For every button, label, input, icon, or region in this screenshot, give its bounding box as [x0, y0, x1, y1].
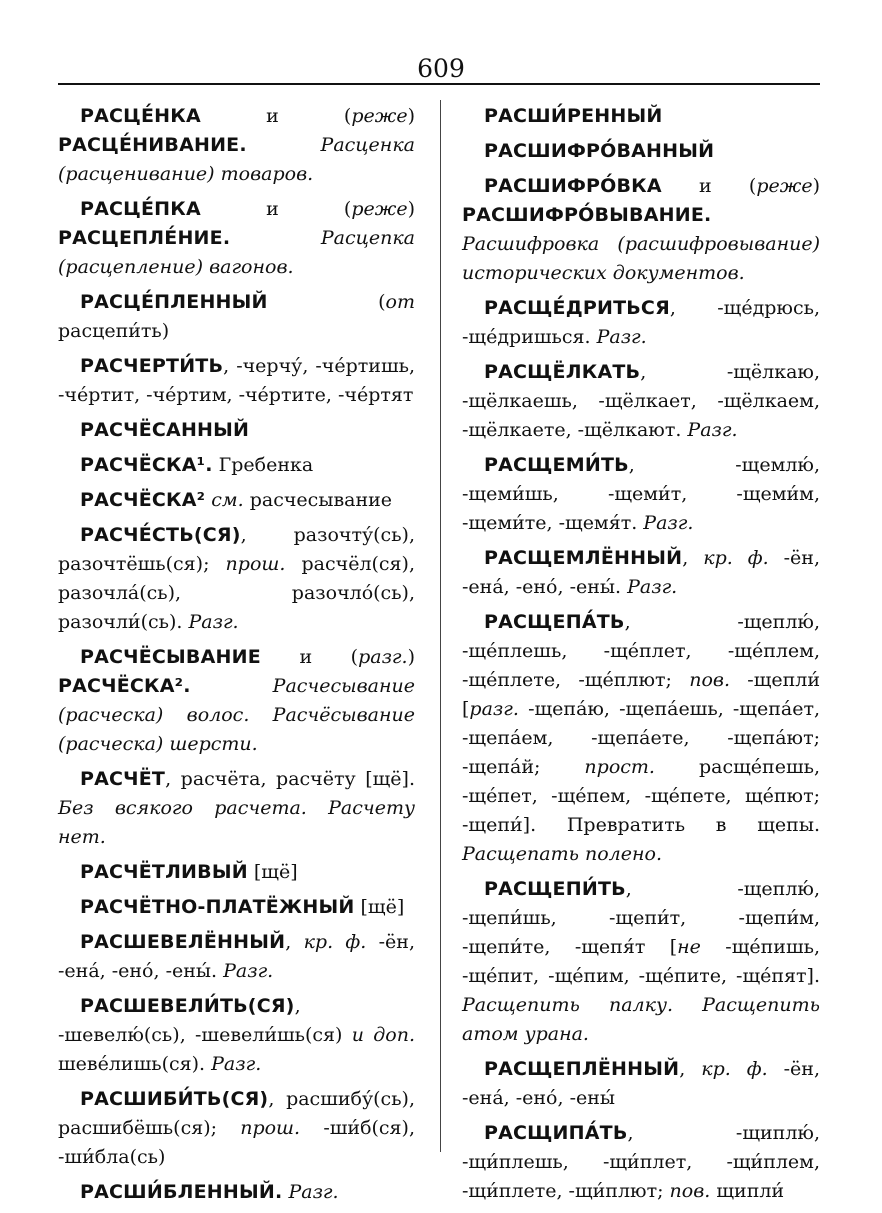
- entry-text: , -черчу́, -че́ртишь, -че́ртит, -че́ртим, -че́ртите, -че́ртят: [58, 355, 415, 406]
- headword: РАСЩЕПЛЁННЫЙ: [484, 1058, 680, 1080]
- dictionary-entry: [58, 765, 415, 852]
- entry-text: ): [407, 105, 415, 127]
- headword: РАСЩЁЛКАТЬ: [484, 361, 641, 383]
- entry-text: [щё]: [247, 861, 298, 883]
- dictionary-entry: [462, 358, 820, 445]
- headword: РАСЧЁТНО-ПЛАТЁЖНЫЙ: [80, 896, 355, 918]
- headword: РАСШИФРО́ВЫВАНИЕ.: [462, 204, 712, 226]
- headword: РАСЩИПА́ТЬ: [484, 1122, 628, 1144]
- headword: РАСЩЕМЛЁННЫЙ: [484, 547, 683, 569]
- italic-text: Расщепать полено.: [462, 843, 662, 865]
- headword: РАСШИ́РЕННЫЙ: [484, 105, 663, 127]
- dictionary-entry: [462, 608, 820, 869]
- headword: РАСЧЁТ: [80, 768, 166, 790]
- dictionary-entry: [58, 1085, 415, 1172]
- entry-text: , -щемлю́, -щеми́шь, -щеми́т, -щеми́м, -щеми́те, -щемя́т.: [462, 454, 820, 534]
- entry-text: , -шевелю́(сь), -шевели́шь(ся): [58, 995, 352, 1046]
- entry-text: расще́пешь, -ще́пет, -ще́пем, -ще́пете, ще́пют; -щепи́]. Превратить в щепы.: [462, 756, 820, 836]
- entry-text: [247, 134, 321, 156]
- entry-text: расцепи́ть): [58, 320, 170, 342]
- entry-text: , -ще́дрюсь, -ще́дришься.: [462, 297, 820, 348]
- dictionary-entry: [462, 875, 820, 1049]
- italic-text: Разг.: [211, 1053, 262, 1075]
- entry-text: , -щёлкаю, -щёлкаешь, -щёлкает, -щёлкаем, -щёлкаете, -щёлкают.: [462, 361, 820, 441]
- headword: РАСЦЕ́ПЛЕННЫЙ: [80, 291, 268, 313]
- entry-text: , расчёта, расчёту [щё].: [165, 768, 415, 790]
- dictionary-entry: [58, 195, 415, 282]
- headword: РАСЧЁСЫВАНИЕ: [80, 646, 261, 668]
- italic-text: реже: [351, 105, 408, 127]
- dictionary-entry: [58, 288, 415, 346]
- headword: РАСШИФРО́ВАННЫЙ: [484, 140, 715, 162]
- entry-text: щипли́: [710, 1180, 785, 1202]
- italic-text: см.: [211, 489, 244, 511]
- italic-text: пов.: [669, 1180, 711, 1202]
- headword: РАСЧЕ́СТЬ(СЯ): [80, 524, 241, 546]
- italic-text: Разг.: [643, 512, 694, 534]
- entry-text: [щё]: [354, 896, 405, 918]
- italic-text: кр. ф.: [303, 931, 367, 953]
- entry-text: ,: [682, 547, 704, 569]
- italic-text: Расцепка (расцепление) вагонов.: [58, 227, 415, 278]
- dictionary-entry: [58, 992, 415, 1079]
- entry-text: -ще́пишь, -ще́пит, -ще́пим, -ще́пите, -ще́пят].: [462, 936, 820, 987]
- headword: РАСЦЕ́ПКА: [80, 198, 201, 220]
- italic-text: Без всякого расчета. Расчету нет.: [58, 797, 415, 848]
- headword: РАСЧЁСКА².: [58, 675, 191, 697]
- headword: РАСЩЕ́ДРИТЬСЯ: [484, 297, 670, 319]
- italic-text: от: [385, 291, 415, 313]
- entry-text: (: [267, 291, 386, 313]
- header-rule: [58, 83, 820, 85]
- italic-text: Расценка (расценивание) товаров.: [58, 134, 415, 185]
- headword: РАСЧЁСАННЫЙ: [80, 419, 250, 441]
- entry-text: и (: [200, 105, 352, 127]
- headword: РАСЧЁСКА¹.: [80, 454, 213, 476]
- italic-text: Разг.: [627, 576, 678, 598]
- italic-text: Расшифровка (расшифровывание) исторических документов.: [462, 233, 820, 284]
- entry-text: -ён, -ена́, -ено́, -ены́.: [462, 547, 820, 598]
- headword: РАСЧЁТЛИВЫЙ: [80, 861, 248, 883]
- italic-text: разг.: [469, 698, 519, 720]
- dictionary-entry: [462, 294, 820, 352]
- headword: РАСШИБИ́ТЬ(СЯ): [80, 1088, 269, 1110]
- page-number: 609: [417, 54, 465, 83]
- dictionary-entry: [462, 172, 820, 288]
- italic-text: разг.: [358, 646, 408, 668]
- italic-text: Разг.: [288, 1181, 339, 1203]
- right-column: [462, 102, 820, 1212]
- italic-text: Разг.: [188, 611, 239, 633]
- dictionary-entry: [58, 416, 415, 445]
- entry-text: расчесывание: [243, 489, 393, 511]
- italic-text: и доп.: [351, 1024, 415, 1046]
- headword: РАСЦЕ́НИВАНИЕ.: [58, 134, 247, 156]
- dictionary-entry: [58, 893, 415, 922]
- entry-text: ,: [679, 1058, 702, 1080]
- entry-text: ): [407, 198, 415, 220]
- entry-text: ): [812, 175, 820, 197]
- entry-text: и (: [661, 175, 757, 197]
- entry-text: и (: [200, 198, 352, 220]
- italic-text: пов.: [689, 669, 730, 691]
- dictionary-entry: [462, 1119, 820, 1206]
- dictionary-entry: [58, 1178, 415, 1207]
- entry-text: ,: [285, 931, 304, 953]
- entry-text: -ён, -ена́, -ено́, -ены́.: [58, 931, 415, 982]
- italic-text: кр. ф.: [703, 547, 769, 569]
- dictionary-entry: [58, 102, 415, 189]
- entry-text: -ши́б(ся), -ши́бла(сь): [58, 1117, 415, 1168]
- entry-text: и (: [260, 646, 359, 668]
- dictionary-entry: [58, 521, 415, 637]
- headword: РАСЩЕПА́ТЬ: [484, 611, 625, 633]
- italic-text: Расщепить палку. Расщепить атом урана.: [462, 994, 820, 1045]
- headword: РАСЩЕПИ́ТЬ: [484, 878, 626, 900]
- headword: РАСЦЕПЛЕ́НИЕ.: [58, 227, 231, 249]
- entry-text: Гребенка: [212, 454, 314, 476]
- italic-text: прош.: [225, 553, 286, 575]
- dictionary-entry: [462, 544, 820, 602]
- entry-text: , -щиплю́, -щи́плешь, -щи́плет, -щи́плем, -щи́плете, -щи́плют;: [462, 1122, 820, 1202]
- dictionary-entry: [58, 928, 415, 986]
- entry-text: , расшибу́(сь), расшибёшь(ся);: [58, 1088, 415, 1139]
- entry-text: , -щеплю́, -ще́плешь, -ще́плет, -ще́плем, -ще́плете, -ще́плют;: [462, 611, 820, 691]
- entry-text: [230, 227, 321, 249]
- dictionary-entry: [462, 1055, 820, 1113]
- entry-text: расчёл(ся), разочла́(сь), разочло́(сь), разочли́(сь).: [58, 553, 415, 633]
- italic-text: реже: [351, 198, 408, 220]
- dictionary-entry: [58, 858, 415, 887]
- left-column: [58, 102, 415, 1213]
- headword: РАСШИ́БЛЕННЫЙ.: [80, 1181, 283, 1203]
- italic-text: прост.: [584, 756, 655, 778]
- dictionary-entry: [58, 451, 415, 480]
- italic-text: кр. ф.: [701, 1058, 768, 1080]
- headword: РАСШЕВЕЛЁННЫЙ: [80, 931, 286, 953]
- headword: РАСЧЕРТИ́ТЬ: [80, 355, 224, 377]
- entry-text: [191, 675, 273, 697]
- headword: РАСШЕВЕЛИ́ТЬ(СЯ): [80, 995, 295, 1017]
- italic-text: прош.: [240, 1117, 301, 1139]
- dictionary-entry: [58, 352, 415, 410]
- entry-text: -ён, -ена́, -ено́, -ены́: [462, 1058, 820, 1109]
- column-divider: [440, 100, 441, 1152]
- entry-text: , разочту́(сь), разочтёшь(ся);: [58, 524, 415, 575]
- entry-text: , -щеплю́, -щепи́шь, -щепи́т, -щепи́м, -щепи́те, -щепя́т [: [462, 878, 820, 958]
- dictionary-entry: [462, 451, 820, 538]
- dictionary-entry: [58, 486, 415, 515]
- italic-text: Разг.: [596, 326, 647, 348]
- italic-text: Расчесывание (расческа) волос. Расчёсывание (расческа) шерсти.: [58, 675, 415, 755]
- italic-text: Разг.: [687, 419, 738, 441]
- italic-text: реже: [756, 175, 813, 197]
- dictionary-entry: [462, 102, 820, 131]
- dictionary-entry: [462, 137, 820, 166]
- headword: РАСЧЁСКА²: [80, 489, 206, 511]
- entry-text: -щепа́ю, -щепа́ешь, -щепа́ет, -щепа́ем, -щепа́ете, -щепа́ют; -щепа́й;: [462, 698, 820, 778]
- headword: РАСШИФРО́ВКА: [484, 175, 662, 197]
- headword: РАСЩЕМИ́ТЬ: [484, 454, 629, 476]
- italic-text: не: [677, 936, 701, 958]
- italic-text: Разг.: [223, 960, 274, 982]
- entry-text: шеве́лишь(ся).: [58, 1053, 212, 1075]
- dictionary-entry: [58, 643, 415, 759]
- entry-text: ): [407, 646, 415, 668]
- headword: РАСЦЕ́НКА: [80, 105, 201, 127]
- entry-text: -щепли́ [: [462, 669, 820, 720]
